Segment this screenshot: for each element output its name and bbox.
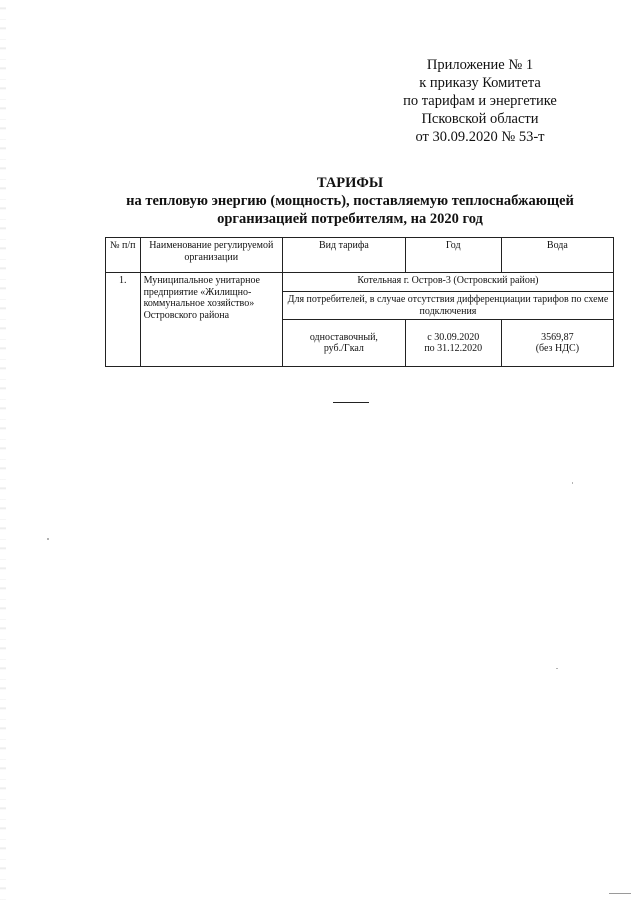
scan-speck (47, 538, 49, 540)
appendix-line-5: от 30.09.2020 № 53-т (415, 129, 545, 145)
title-line-3: организацией потребителям, на 2020 год (217, 211, 483, 227)
row-kind (282, 320, 405, 367)
row-water-line-2: (без НДС) (535, 343, 580, 354)
title-line-2: на тепловую энергию (мощность), поставляемую теплоснабжающей (126, 193, 574, 209)
row-kind-line-1: одноставочный, (309, 331, 378, 343)
header-num: № п/п (106, 238, 141, 273)
scan-speck (556, 668, 558, 669)
row-consumers: Для потребителей, в случае отсутствия дифференциации тарифов по схеме подключения (282, 292, 613, 320)
scan-speck (609, 893, 631, 894)
appendix-reference (380, 56, 580, 146)
row-year (405, 320, 501, 367)
row-org: Муниципальное унитарное предприятие «Жилищно-коммунальное хозяйство» Островского района (140, 273, 282, 367)
table-header-row (106, 238, 614, 273)
scan-edge-artifact (0, 0, 6, 905)
appendix-line-2: к приказу Комитета (419, 75, 541, 91)
end-divider (333, 402, 369, 403)
header-org: Наименование регулируемой организации (140, 238, 282, 273)
header-year: Год (405, 238, 501, 273)
row-kind-line-2: руб./Гкал (323, 343, 364, 354)
row-year-line-2: по 31.12.2020 (424, 343, 483, 354)
tariff-table (105, 237, 614, 367)
document-title (0, 174, 640, 228)
row-year-line-1: с 30.09.2020 (427, 331, 480, 343)
table-row (106, 273, 614, 292)
header-water: Вода (501, 238, 613, 273)
appendix-line-1: Приложение № 1 (426, 57, 534, 73)
scan-speck (572, 482, 573, 484)
appendix-line-3: по тарифам и энергетике (403, 93, 557, 109)
title-line-1: ТАРИФЫ (316, 175, 384, 191)
row-water-line-1: 3569,87 (541, 331, 574, 343)
appendix-line-4: Псковской области (421, 111, 539, 127)
header-kind: Вид тарифа (282, 238, 405, 273)
row-boiler: Котельная г. Остров-3 (Островский район) (282, 273, 613, 292)
row-water (501, 320, 613, 367)
row-num: 1. (106, 273, 141, 367)
